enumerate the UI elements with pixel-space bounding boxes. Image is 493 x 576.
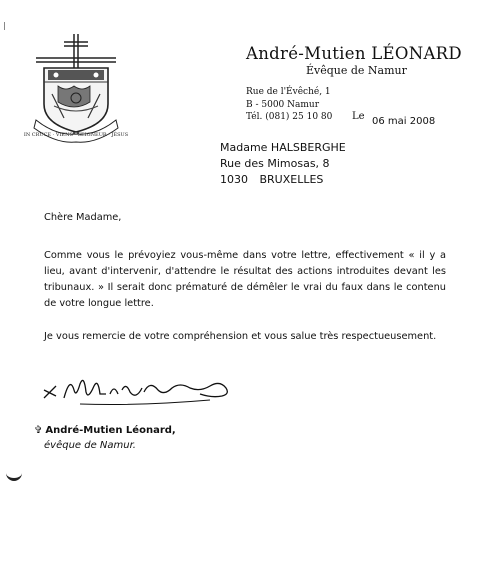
sender-address — [246, 86, 332, 124]
address-line-city: B - 5000 Namur — [246, 99, 320, 110]
scan-mark — [4, 22, 9, 30]
scan-mark — [6, 468, 22, 481]
letter-date: 06 mai 2008 — [372, 116, 436, 127]
handwritten-signature — [40, 370, 240, 410]
greeting: Chère Madame, — [44, 212, 122, 223]
date-prefix: Le — [352, 111, 365, 122]
letter-paragraph-2: Je vous remercie de votre compréhension et vous salue très respectueusement. — [44, 331, 437, 342]
recipient-city: 1030 BRUXELLES — [220, 173, 324, 186]
signer-name-text: André-Mutien Léonard, — [45, 425, 176, 436]
letterhead-title: Évêque de Namur — [306, 64, 407, 77]
cross-icon: ✞ — [34, 425, 43, 436]
coat-of-arms-icon — [23, 32, 129, 140]
address-line-street: Rue de l'Évêché, 1 — [246, 87, 331, 97]
recipient-name: Madame HALSBERGHE — [220, 141, 346, 154]
address-line-phone: Tél. (081) 25 10 80 — [246, 112, 333, 122]
letterhead-name: André-Mutien LÉONARD — [246, 44, 462, 63]
recipient-address — [220, 140, 346, 188]
signer-name — [34, 425, 176, 436]
letter-paragraph-1: Comme vous le prévoyiez vous-même dans votre lettre, effectivement « il y a lieu, avant d'intervenir, d'attendre le résultat des actions introduites devant les tribunaux. » Il serait donc prématuré de démêler le vrai du faux dans le contenu de votre longue lettre. — [44, 250, 446, 309]
signer-title: évêque de Namur. — [44, 440, 136, 451]
recipient-street: Rue des Mimosas, 8 — [220, 157, 330, 170]
svg-text:IN CRUCE · VIENS · SEIGNEUR ·: IN CRUCE · VIENS · SEIGNEUR · JÉSUS — [23, 132, 129, 138]
